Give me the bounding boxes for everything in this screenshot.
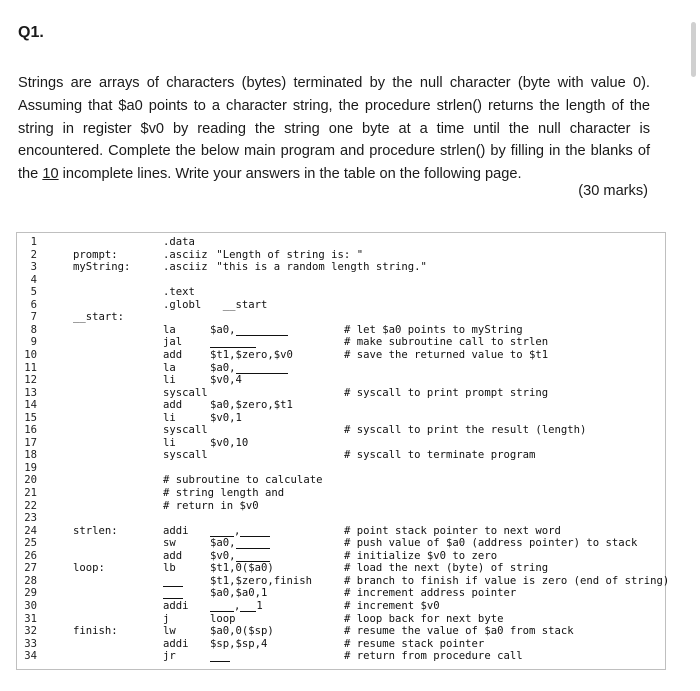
line-number: 34 (24, 650, 37, 663)
code-opcode: lw (163, 625, 176, 638)
code-line (17, 274, 665, 287)
code-line (17, 299, 665, 312)
code-line (17, 249, 665, 262)
code-comment: # syscall to print prompt string (344, 386, 549, 399)
line-number: 16 (24, 424, 37, 437)
code-opcode (163, 587, 183, 599)
operand-text: , (234, 524, 241, 537)
code-operands (210, 537, 270, 549)
code-opcode: add (163, 399, 183, 412)
line-number: 18 (24, 449, 37, 462)
question-text (18, 72, 650, 186)
code-opcode: syscall (163, 449, 208, 462)
operand-text: loop (210, 612, 236, 625)
line-number: 32 (24, 625, 37, 638)
incomplete-count: 10 (42, 166, 59, 183)
blank-line (210, 525, 234, 537)
line-number: 1 (30, 236, 37, 248)
operand-text: $t1,0($a0) (210, 562, 274, 575)
code-operands (210, 362, 288, 374)
code-line (17, 625, 665, 638)
line-number: 14 (24, 399, 37, 412)
code-line (17, 387, 665, 400)
code-line (17, 311, 665, 324)
line-number: 30 (24, 599, 37, 612)
code-opcode: syscall (163, 424, 208, 437)
code-line (17, 613, 665, 626)
code-comment: # point stack pointer to next word (344, 524, 561, 537)
code-opcode: syscall (163, 386, 208, 399)
scrollbar-thumb[interactable] (691, 22, 696, 77)
code-opcode: addi (163, 524, 189, 537)
blank-line (236, 324, 288, 336)
operand-text: $v0, (210, 549, 236, 562)
line-number: 6 (30, 298, 37, 311)
operand-text: $a0,0($sp) (210, 625, 274, 638)
code-opcode: li (163, 411, 176, 424)
code-opcode: jal (163, 336, 183, 349)
code-label: myString: (73, 261, 131, 274)
blank-line (210, 600, 234, 612)
code-line (17, 437, 665, 450)
operand-text: , (234, 599, 241, 612)
operand-text: $t1,$zero,finish (210, 574, 313, 587)
code-line (17, 261, 665, 274)
code-line (17, 500, 665, 513)
code-opcode: .text (163, 286, 195, 299)
code-comment: # make subroutine call to strlen (344, 336, 549, 349)
code-comment: # syscall to terminate program (344, 449, 536, 462)
operand-text: __start (210, 298, 268, 311)
code-comment: # loop back for next byte (344, 612, 504, 625)
code-operands (210, 638, 267, 650)
blank-line (236, 550, 270, 562)
code-opcode: .asciiz (163, 261, 208, 274)
code-opcode: add (163, 549, 183, 562)
code-opcode: # string length and (163, 487, 285, 499)
code-comment: # resume the value of $a0 from stack (344, 625, 574, 638)
operand-text: $v0,4 (210, 374, 242, 387)
code-label: loop: (73, 562, 105, 575)
code-label: finish: (73, 625, 118, 638)
code-operands (210, 525, 270, 537)
code-operands (210, 562, 274, 574)
line-number: 13 (24, 386, 37, 399)
code-operands (210, 587, 267, 599)
line-number: 3 (30, 261, 37, 274)
code-operands (210, 550, 270, 562)
code-line (17, 424, 665, 437)
code-line (17, 525, 665, 538)
code-comment: # branch to finish if value is zero (end of string) (344, 574, 670, 587)
line-number: 5 (30, 286, 37, 299)
code-opcode: .asciiz (163, 248, 208, 261)
code-line (17, 324, 665, 337)
code-opcode: sw (163, 537, 176, 550)
question-text-start: Strings are arrays of characters (bytes) terminated by the null character (byte with value 0). Assuming that $a0 points to a character string, the procedure strlen() returns the length of the string in register $v0 by reading the string one byte at a time until the null character is encountered. Complete the below main program and procedure strlen() by filling in the blanks of the (18, 75, 650, 183)
code-operands (210, 261, 427, 273)
line-number: 4 (30, 273, 37, 286)
line-number: 26 (24, 549, 37, 562)
question-text-end: incomplete lines. Write your answers in the table on the following page. (58, 166, 522, 183)
operand-text: "this is a random length string." (210, 261, 427, 274)
code-line (17, 587, 665, 600)
code-line (17, 512, 665, 525)
code-operands (210, 399, 293, 411)
operand-text: $a0, (210, 537, 236, 550)
line-number: 15 (24, 411, 37, 424)
line-number: 10 (24, 348, 37, 361)
code-line (17, 638, 665, 651)
line-number: 24 (24, 524, 37, 537)
code-line (17, 286, 665, 299)
code-line (17, 487, 665, 500)
line-number: 20 (24, 474, 37, 487)
line-number: 33 (24, 637, 37, 650)
code-opcode: addi (163, 599, 189, 612)
blank-line (236, 362, 288, 374)
code-label: __start: (73, 311, 125, 324)
line-number: 31 (24, 612, 37, 625)
operand-text: $t1,$zero,$v0 (210, 348, 293, 361)
code-line (17, 462, 665, 475)
code-operands (210, 249, 363, 261)
code-opcode: j (163, 612, 170, 625)
code-opcode: la (163, 323, 176, 336)
blank-line (210, 650, 230, 662)
code-comment: # increment $v0 (344, 599, 440, 612)
code-line (17, 537, 665, 550)
code-operands (210, 324, 288, 336)
operand-text: $sp,$sp,4 (210, 637, 268, 650)
operand-text: $a0, (210, 323, 236, 336)
code-operands (210, 575, 312, 587)
code-label: prompt: (73, 248, 118, 261)
line-number: 19 (24, 461, 37, 474)
code-comment: # increment address pointer (344, 587, 517, 600)
operand-text: $a0,$zero,$t1 (210, 399, 293, 412)
code-operands (210, 613, 236, 625)
code-operands (210, 336, 256, 348)
code-operands (210, 437, 248, 449)
line-number: 27 (24, 562, 37, 575)
blank-line (236, 537, 270, 549)
blank-line (240, 525, 270, 537)
code-line (17, 349, 665, 362)
code-operands (210, 349, 293, 361)
code-comment: # return from procedure call (344, 650, 523, 663)
line-number: 12 (24, 374, 37, 387)
code-opcode: add (163, 348, 183, 361)
code-opcode: jr (163, 650, 176, 663)
code-operands (210, 374, 242, 386)
line-number: 2 (30, 248, 37, 261)
operand-text: $v0,10 (210, 436, 249, 449)
operand-text: "Length of string is: " (210, 248, 364, 261)
blank-line (163, 575, 183, 587)
blank-line (240, 600, 256, 612)
code-comment: # initialize $v0 to zero (344, 549, 498, 562)
code-line (17, 399, 665, 412)
code-line (17, 449, 665, 462)
code-line (17, 550, 665, 563)
code-comment: # push value of $a0 (address pointer) to stack (344, 537, 638, 550)
line-number: 7 (30, 311, 37, 324)
code-operands (210, 600, 263, 612)
code-line (17, 600, 665, 613)
code-opcode: .globl (163, 298, 202, 311)
code-opcode: lb (163, 562, 176, 575)
line-number: 28 (24, 574, 37, 587)
code-line (17, 474, 665, 487)
code-listing (16, 232, 670, 670)
line-number: 21 (24, 487, 37, 499)
code-opcode: # return in $v0 (163, 499, 259, 512)
code-line (17, 362, 665, 375)
code-line (17, 336, 665, 349)
line-number: 23 (24, 512, 37, 525)
code-line (17, 574, 670, 588)
marks-label: (30 marks) (578, 183, 648, 199)
code-opcode (163, 575, 183, 587)
line-number: 8 (30, 323, 37, 336)
question-heading: Q1. (18, 24, 44, 41)
code-opcode: addi (163, 637, 189, 650)
code-comment: # resume stack pointer (344, 637, 485, 650)
code-opcode: la (163, 361, 176, 374)
line-number: 25 (24, 537, 37, 550)
code-comment: # save the returned value to $t1 (344, 348, 549, 361)
code-line (17, 650, 665, 663)
code-opcode: .data (163, 236, 195, 248)
operand-text: 1 (256, 599, 263, 612)
line-number: 11 (24, 361, 37, 374)
code-opcode: li (163, 374, 176, 387)
code-line (17, 412, 665, 425)
code-opcode: li (163, 436, 176, 449)
blank-line (163, 587, 183, 599)
code-comment: # syscall to print the result (length) (344, 424, 587, 437)
code-opcode: # subroutine to calculate (163, 474, 323, 487)
code-operands (210, 299, 267, 311)
line-number: 9 (30, 336, 37, 349)
line-number: 22 (24, 499, 37, 512)
operand-text: $a0, (210, 361, 236, 374)
operand-text: $a0,$a0,1 (210, 587, 268, 600)
code-label: strlen: (73, 524, 118, 537)
code-operands (210, 625, 274, 637)
code-line (17, 562, 665, 575)
code-comment: # load the next (byte) of string (344, 562, 549, 575)
code-comment: # let $a0 points to myString (344, 323, 523, 336)
blank-line (210, 336, 256, 348)
line-number: 17 (24, 436, 37, 449)
operand-text: $v0,1 (210, 411, 242, 424)
line-number: 29 (24, 587, 37, 600)
code-line (17, 374, 665, 387)
code-line (17, 236, 665, 249)
code-operands (210, 412, 242, 424)
code-operands (210, 650, 230, 662)
